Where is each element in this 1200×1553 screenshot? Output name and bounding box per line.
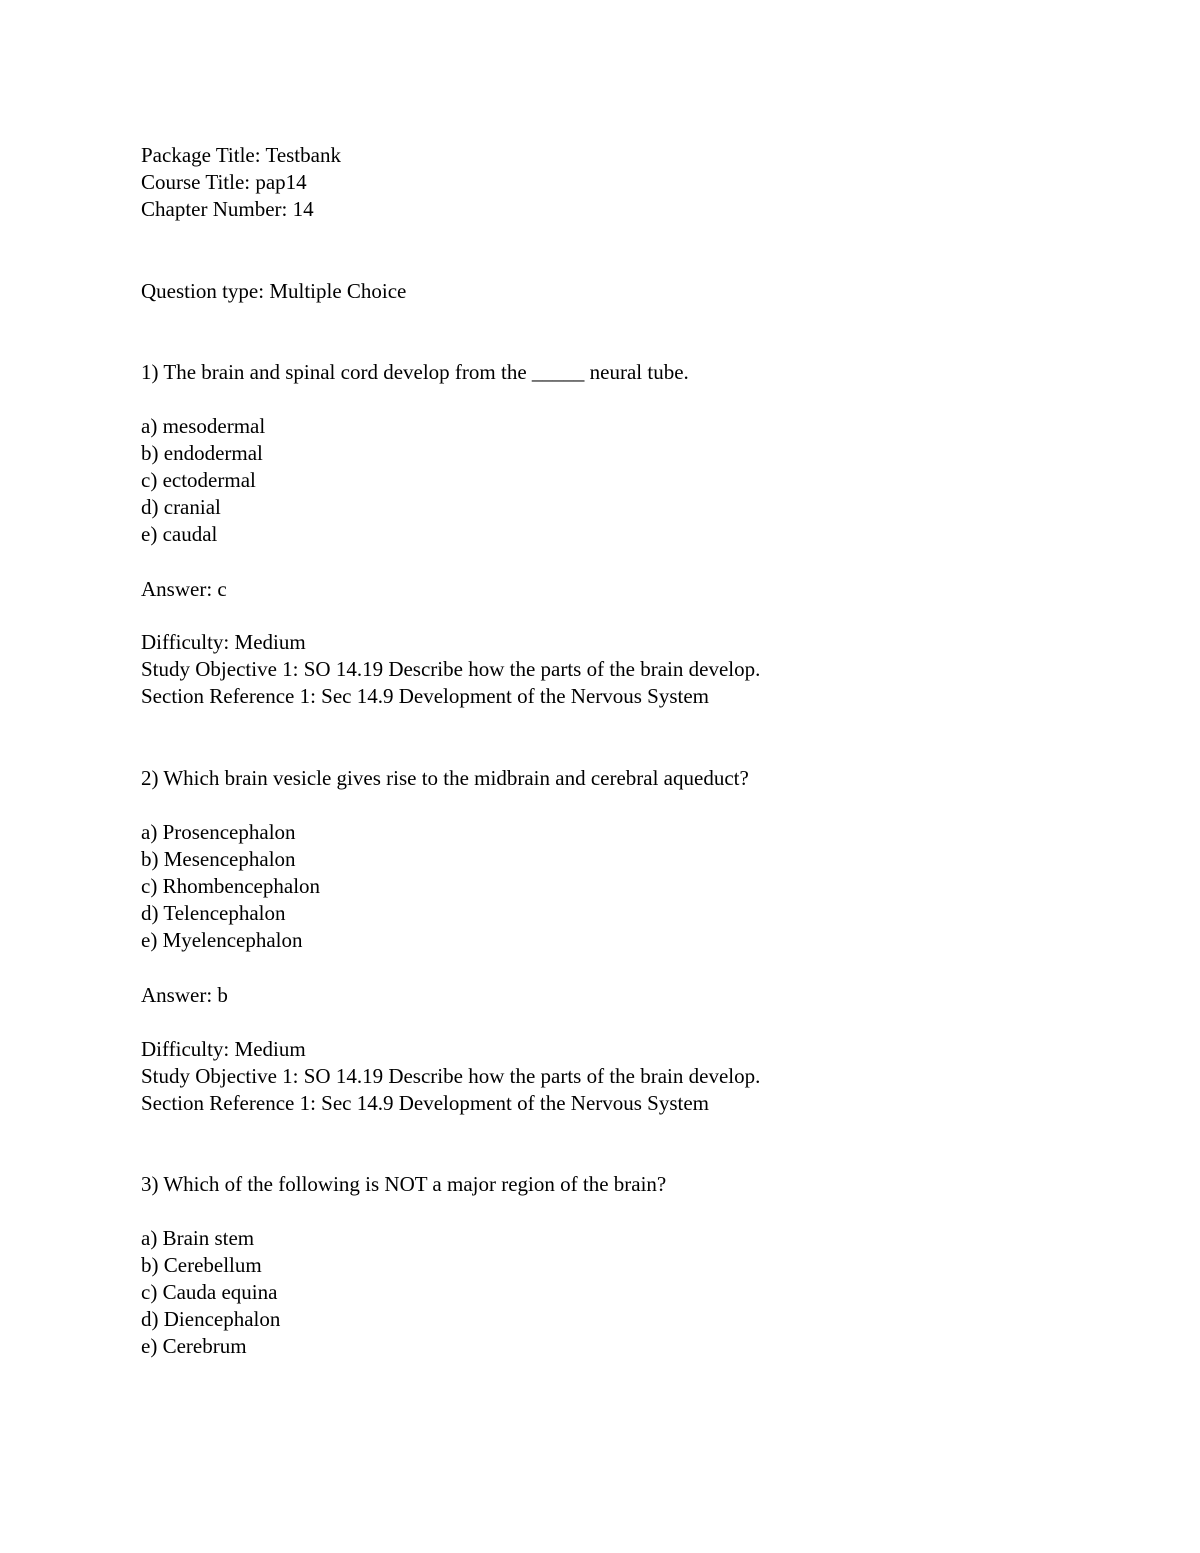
- chapter-number: Chapter Number: 14: [141, 197, 314, 221]
- answer-option: e) Cerebrum: [141, 1334, 247, 1358]
- answer-option: c) Rhombencephalon: [141, 874, 321, 898]
- package-title: Package Title: Testbank: [141, 143, 341, 167]
- difficulty: Difficulty: Medium: [141, 630, 306, 654]
- section-reference: Section Reference 1: Sec 14.9 Development of the Nervous System: [141, 684, 710, 708]
- answer-option: d) cranial: [141, 495, 221, 519]
- question-1-stem: [141, 359, 1101, 386]
- question-stem: 2) Which brain vesicle gives rise to the midbrain and cerebral aqueduct?: [141, 766, 749, 790]
- course-title: Course Title: pap14: [141, 170, 307, 194]
- answer-option: b) Mesencephalon: [141, 847, 296, 871]
- question-1-answer: [141, 576, 1101, 603]
- document-header: [141, 142, 1101, 223]
- question-3-stem: [141, 1171, 1101, 1198]
- difficulty: Difficulty: Medium: [141, 1037, 306, 1061]
- answer-option: a) Prosencephalon: [141, 820, 296, 844]
- question-type-label: Question type: Multiple Choice: [141, 279, 407, 303]
- answer-option: b) Cerebellum: [141, 1253, 262, 1277]
- question-1-options: [141, 413, 1101, 548]
- question-type: [141, 278, 1101, 305]
- answer-option: d) Telencephalon: [141, 901, 286, 925]
- answer-key: Answer: c: [141, 577, 227, 601]
- question-3-options: [141, 1225, 1101, 1360]
- answer-option: c) Cauda equina: [141, 1280, 278, 1304]
- question-stem: 1) The brain and spinal cord develop from the _____ neural tube.: [141, 360, 689, 384]
- question-1-metadata: [141, 629, 1101, 710]
- answer-option: d) Diencephalon: [141, 1307, 281, 1331]
- question-2-options: [141, 819, 1101, 954]
- question-2-metadata: [141, 1036, 1101, 1117]
- study-objective: Study Objective 1: SO 14.19 Describe how the parts of the brain develop.: [141, 657, 761, 681]
- answer-key: Answer: b: [141, 983, 228, 1007]
- answer-option: c) ectodermal: [141, 468, 256, 492]
- answer-option: a) mesodermal: [141, 414, 266, 438]
- section-reference: Section Reference 1: Sec 14.9 Development of the Nervous System: [141, 1091, 710, 1115]
- study-objective: Study Objective 1: SO 14.19 Describe how the parts of the brain develop.: [141, 1064, 761, 1088]
- question-2-answer: [141, 982, 1101, 1009]
- answer-option: a) Brain stem: [141, 1226, 255, 1250]
- answer-option: b) endodermal: [141, 441, 263, 465]
- question-stem: 3) Which of the following is NOT a major region of the brain?: [141, 1172, 667, 1196]
- answer-option: e) Myelencephalon: [141, 928, 303, 952]
- question-2-stem: [141, 765, 1101, 792]
- answer-option: e) caudal: [141, 522, 218, 546]
